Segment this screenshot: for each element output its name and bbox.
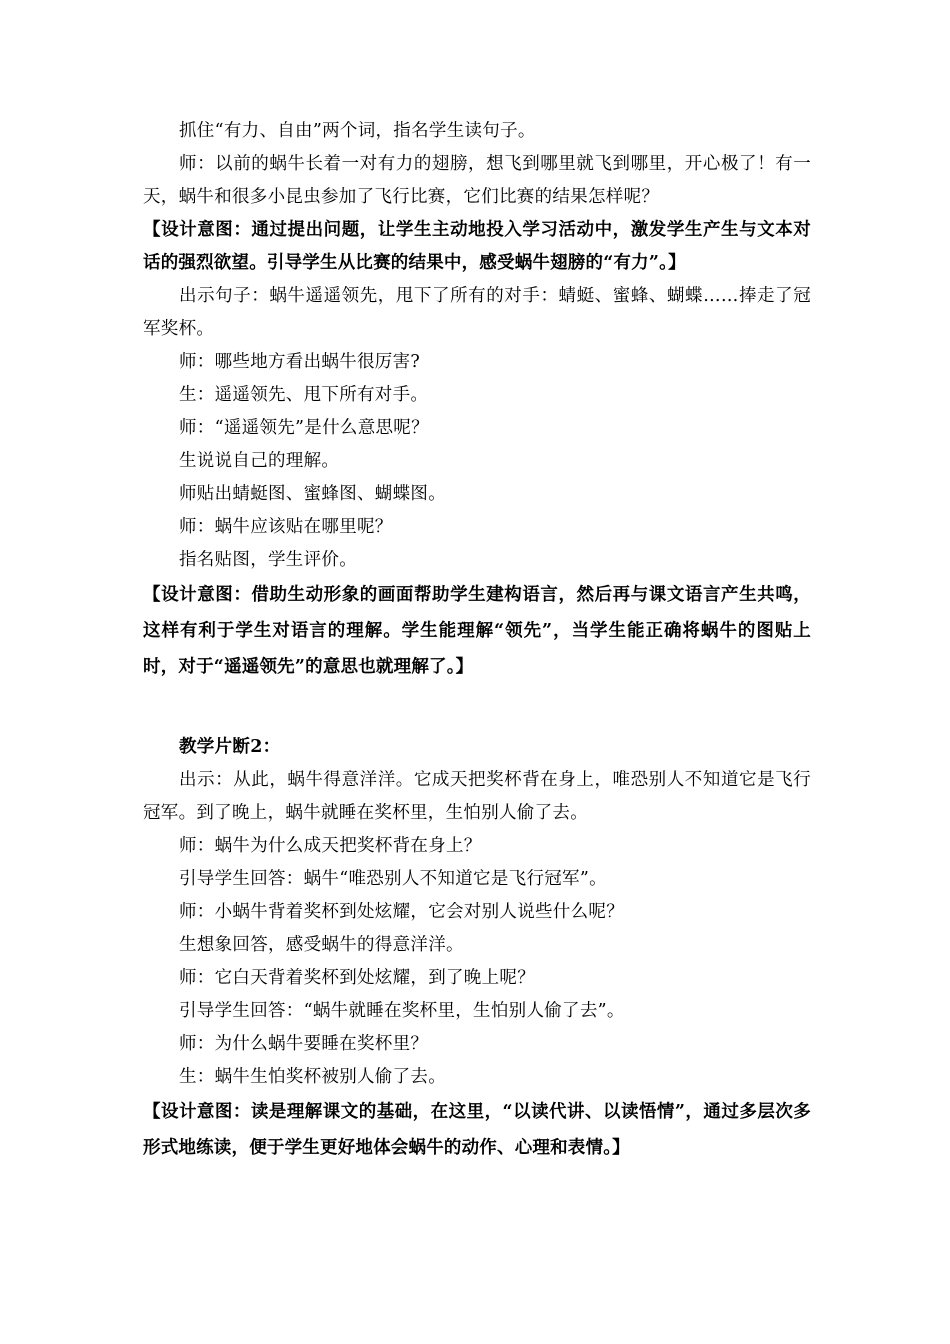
paragraph: 生：遥遥领先、甩下所有对手。 (179, 385, 429, 405)
paragraph: 师：哪些地方看出蜗牛很厉害? (179, 352, 421, 372)
paragraph: 出示句子：蜗牛遥遥领先，甩下了所有的对手：蜻蜓、蜜蜂、蝴蝶……捧走了冠军奖杯。 (143, 286, 811, 339)
paragraph: 引导学生回答：蜗牛“唯恐别人不知道它是飞行冠军”。 (179, 869, 607, 889)
section-heading: 教学片断2： (179, 737, 281, 757)
paragraph: 引导学生回答：“蜗牛就睡在奖杯里，生怕别人偷了去”。 (179, 1001, 625, 1021)
paragraph: 生说说自己的理解。 (179, 451, 340, 471)
paragraph: 师：为什么蜗牛要睡在奖杯里？ (179, 1034, 429, 1054)
design-intent-note: 【设计意图：通过提出问题，让学生主动地投入学习活动中，激发学生产生与文本对话的强烈欲望。引导学生从比赛的结果中，感受蜗牛翅膀的“有力”。】 (143, 220, 811, 273)
paragraph: 抓住“有力、自由”两个词，指名学生读句子。 (179, 121, 536, 141)
paragraph: 师：蜗牛应该贴在哪里呢？ (179, 517, 393, 537)
paragraph: 生想象回答，感受蜗牛的得意洋洋。 (179, 935, 464, 955)
paragraph: 指名贴图，学生评价。 (179, 550, 357, 570)
document-page (143, 115, 811, 1166)
design-intent-note: 【设计意图：借助生动形象的画面帮助学生建构语言，然后再与课文语言产生共鸣，这样有利于学生对语言的理解。学生能理解“领先”，当学生能正确将蜗牛的图贴上时，对于“遥遥领先”的意思也就理解了。】 (143, 585, 811, 677)
design-intent-note: 【设计意图：读是理解课文的基础，在这里，“以读代讲、以读悟情”，通过多层次多形式地练读，便于学生更好地体会蜗牛的动作、心理和表情。】 (143, 1102, 811, 1158)
section-spacer (143, 685, 811, 731)
paragraph: 师：以前的蜗牛长着一对有力的翅膀，想飞到哪里就飞到哪里，开心极了！有一天，蜗牛和很多小昆虫参加了飞行比赛，它们比赛的结果怎样呢？ (143, 154, 811, 207)
paragraph: 师：“遥遥领先”是什么意思呢？ (179, 418, 429, 438)
paragraph: 师贴出蜻蜓图、蜜蜂图、蝴蝶图。 (179, 484, 446, 504)
paragraph: 师：它白天背着奖杯到处炫耀，到了晚上呢？ (179, 968, 535, 988)
paragraph: 师：小蜗牛背着奖杯到处炫耀，它会对别人说些什么呢？ (179, 902, 624, 922)
paragraph: 师：蜗牛为什么成天把奖杯背在身上？ (179, 836, 482, 856)
paragraph: 生：蜗牛生怕奖杯被别人偷了去。 (179, 1067, 446, 1087)
paragraph: 出示：从此，蜗牛得意洋洋。它成天把奖杯背在身上，唯恐别人不知道它是飞行冠军。到了晚上，蜗牛就睡在奖杯里，生怕别人偷了去。 (143, 770, 811, 823)
